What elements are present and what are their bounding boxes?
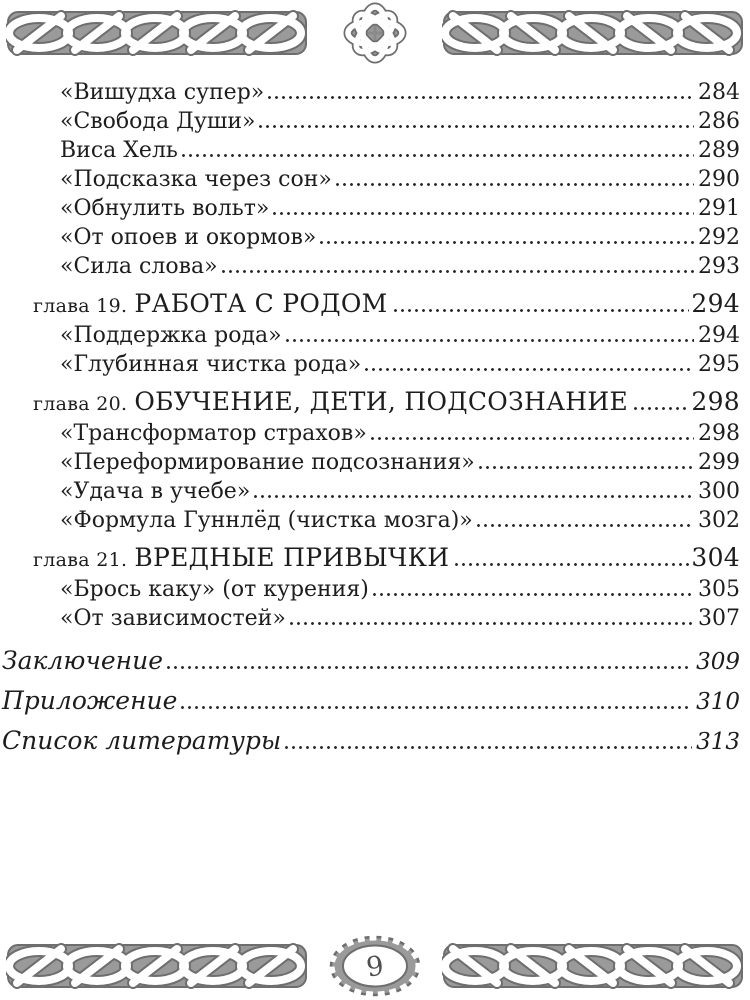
entry-page-number: 293 <box>698 254 740 279</box>
entry-page-number: 294 <box>698 323 740 348</box>
toc-entry <box>0 223 740 252</box>
chapter-number-prefix: глава 19. <box>33 295 128 317</box>
entry-page-number: 289 <box>698 138 740 163</box>
entry-page-number: 295 <box>698 352 740 377</box>
entry-page-number: 290 <box>698 167 740 192</box>
entry-page-number: 298 <box>691 387 740 416</box>
dot-leader <box>273 212 694 215</box>
toc-entry <box>0 477 740 506</box>
entry-page-number: 291 <box>698 196 740 221</box>
toc-entry <box>0 252 740 281</box>
dot-leader <box>479 466 694 469</box>
entry-page-number: 294 <box>691 289 740 318</box>
chapter-number-prefix: глава 21. <box>33 549 128 571</box>
dot-leader <box>455 563 689 566</box>
toc-entry <box>0 194 740 223</box>
toc-entry <box>0 506 740 535</box>
entry-title: «Глубинная чистка рода» <box>60 352 362 377</box>
toc-entry <box>0 321 740 350</box>
dot-leader <box>290 622 694 625</box>
table-of-contents <box>0 78 750 756</box>
entry-page-number: 300 <box>698 479 740 504</box>
dot-leader <box>634 407 689 410</box>
entry-page-number: 292 <box>698 225 740 250</box>
celtic-knot-band-top-right <box>442 5 744 61</box>
entry-title: Виса Хель <box>60 138 178 163</box>
entry-title: «Трансформатор страхов» <box>60 421 367 446</box>
entry-title: «Формула Гуннлёд (чистка мозга)» <box>60 508 473 533</box>
entry-page-number: 302 <box>698 508 740 533</box>
entry-title: «Переформирование подсознания» <box>60 450 475 475</box>
entry-page-number: 310 <box>696 689 740 715</box>
entry-title: ВРЕДНЫЕ ПРИВЫЧКИ <box>134 543 450 572</box>
dot-leader <box>336 183 694 186</box>
entry-title: Приложение <box>2 686 178 715</box>
dot-leader <box>259 125 694 128</box>
entry-title: ОБУЧЕНИЕ, ДЕТИ, ПОДСОЗНАНИЕ <box>134 387 629 416</box>
entry-title: Список литературы <box>2 726 282 755</box>
entry-page-number: 313 <box>696 729 740 755</box>
dot-leader <box>365 368 694 371</box>
toc-entry <box>0 107 740 136</box>
entry-title: РАБОТА С РОДОМ <box>134 289 388 318</box>
toc-entry <box>0 165 740 194</box>
entry-title: «От зависимостей» <box>60 606 286 631</box>
page-number: 9 <box>364 950 386 984</box>
entry-title: «Свобода Души» <box>60 109 256 134</box>
toc-entry <box>0 136 740 165</box>
entry-title: «Удача в учебе» <box>60 479 251 504</box>
entry-page-number: 299 <box>698 450 740 475</box>
entry-title: «От опоев и окормов» <box>60 225 317 250</box>
toc-entry <box>0 686 740 716</box>
dot-leader <box>477 524 694 527</box>
entry-title: «Сила слова» <box>60 254 218 279</box>
dot-leader <box>394 309 690 312</box>
dot-leader <box>222 270 694 273</box>
toc-entry <box>0 726 740 756</box>
dot-leader <box>286 339 694 342</box>
dot-leader <box>371 437 694 440</box>
entry-page-number: 307 <box>698 606 740 631</box>
entry-page-number: 284 <box>698 80 740 105</box>
dot-leader <box>182 154 694 157</box>
toc-chapter-entry <box>0 385 740 419</box>
toc-chapter-entry <box>0 541 740 575</box>
entry-title: «Обнулить вольт» <box>60 196 270 221</box>
dot-leader <box>167 666 692 669</box>
celtic-knot-band-bottom-right <box>442 938 744 994</box>
toc-entry <box>0 448 740 477</box>
toc-entry <box>0 78 740 107</box>
dot-leader <box>181 706 692 709</box>
toc-entry <box>0 575 740 604</box>
entry-title: Заключение <box>2 646 164 675</box>
entry-page-number: 309 <box>696 649 740 675</box>
entry-page-number: 304 <box>691 543 740 572</box>
dot-leader <box>268 96 694 99</box>
entry-title: «Подсказка через сон» <box>60 167 332 192</box>
toc-entry <box>0 646 740 676</box>
entry-title: «Поддержка рода» <box>60 323 282 348</box>
entry-title: «Вишудха супер» <box>60 80 265 105</box>
chapter-number-prefix: глава 20. <box>33 393 128 415</box>
page-number-medallion <box>327 934 423 998</box>
bottom-decorative-border <box>0 934 750 998</box>
celtic-knot-band-top-left <box>6 5 308 61</box>
dot-leader <box>320 241 694 244</box>
entry-page-number: 286 <box>698 109 740 134</box>
toc-chapter-entry <box>0 287 740 321</box>
celtic-knot-band-bottom-left <box>6 938 308 994</box>
dot-leader <box>285 746 692 749</box>
entry-page-number: 298 <box>698 421 740 446</box>
entry-title: «Брось каку» (от курения) <box>60 577 369 602</box>
toc-entry <box>0 350 740 379</box>
top-decorative-border <box>0 2 750 64</box>
entry-page-number: 305 <box>698 577 740 602</box>
toc-entry <box>0 419 740 448</box>
dot-leader <box>373 593 694 596</box>
celtic-rosette-icon <box>327 2 423 64</box>
toc-entry <box>0 604 740 633</box>
dot-leader <box>254 495 694 498</box>
